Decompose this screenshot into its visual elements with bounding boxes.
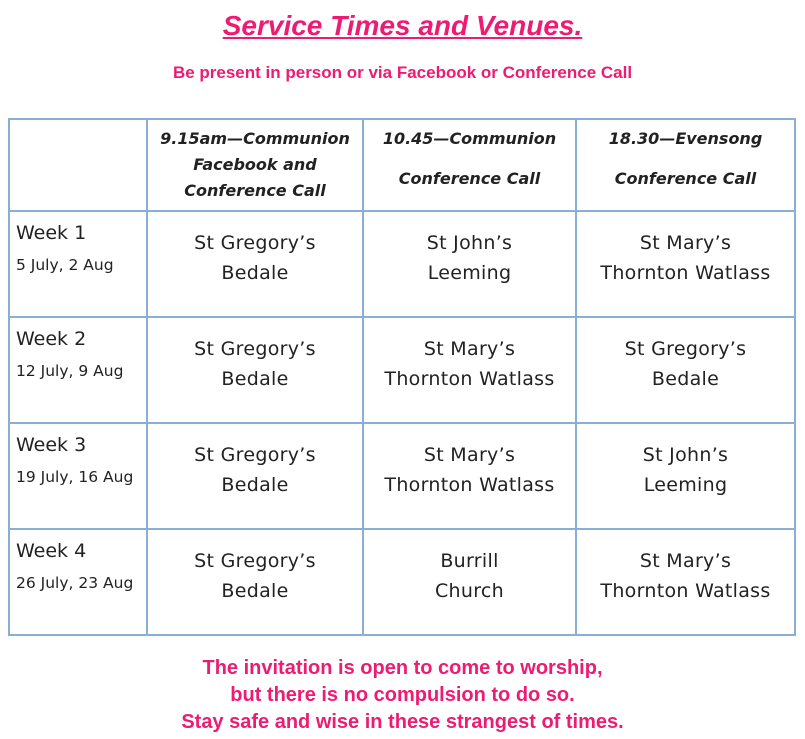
footer-line: but there is no compulsion to do so. xyxy=(230,684,575,706)
venue-cell xyxy=(363,211,576,317)
venue-name: St Mary’s xyxy=(639,232,732,254)
column-header-call: Conference Call xyxy=(398,169,541,188)
venue-name: St Gregory’s xyxy=(194,550,316,572)
page-subtitle: Be present in person or via Facebook or Conference Call xyxy=(172,63,633,82)
column-header-call: Conference Call xyxy=(184,181,326,200)
week-cell xyxy=(9,317,147,423)
venue-name: St John’s xyxy=(426,232,513,254)
venue-name: St Gregory’s xyxy=(624,338,747,360)
week-label: Week 4 xyxy=(16,540,87,562)
header-row xyxy=(9,119,795,211)
venue-cell xyxy=(363,317,576,423)
venue-name: St Gregory’s xyxy=(194,338,316,360)
page-title: Service Times and Venues. xyxy=(222,10,583,41)
venue-place: Thornton Watlass xyxy=(600,262,771,284)
venue-place: Thornton Watlass xyxy=(600,580,771,602)
venue-place: Bedale xyxy=(221,368,289,390)
week-dates: 19 July, 16 Aug xyxy=(16,468,134,486)
week-dates: 26 July, 23 Aug xyxy=(16,574,134,592)
table-row xyxy=(9,317,795,423)
column-header-time: 9.15am—Communion xyxy=(160,129,350,148)
footer-line: The invitation is open to come to worship, xyxy=(202,657,603,679)
venue-place: Thornton Watlass xyxy=(384,368,555,390)
column-header-0915 xyxy=(147,119,363,211)
venue-cell xyxy=(147,529,363,635)
week-label: Week 2 xyxy=(16,328,87,350)
column-header-call: Conference Call xyxy=(614,169,757,188)
column-header-1045 xyxy=(363,119,576,211)
footer-message xyxy=(0,655,805,736)
venue-name: St Gregory’s xyxy=(194,232,316,254)
venue-name: St Mary’s xyxy=(423,444,516,466)
table-row xyxy=(9,211,795,317)
venue-name: St Mary’s xyxy=(639,550,732,572)
venue-place: Bedale xyxy=(651,368,720,390)
venue-cell xyxy=(576,211,795,317)
venue-cell xyxy=(576,529,795,635)
week-label: Week 1 xyxy=(16,222,87,244)
table-row xyxy=(9,423,795,529)
week-dates: 5 July, 2 Aug xyxy=(16,256,114,274)
venue-place: Leeming xyxy=(427,262,512,284)
week-dates: 12 July, 9 Aug xyxy=(16,362,124,380)
week-label: Week 3 xyxy=(16,434,87,456)
column-header-time: 18.30—Evensong xyxy=(608,129,763,148)
week-cell xyxy=(9,529,147,635)
week-cell xyxy=(9,211,147,317)
venue-name: St John’s xyxy=(642,444,729,466)
venue-cell xyxy=(147,423,363,529)
venue-cell xyxy=(147,317,363,423)
venue-cell xyxy=(576,423,795,529)
venue-cell xyxy=(363,423,576,529)
column-header-time: 10.45—Communion xyxy=(382,129,557,148)
venue-name: St Mary’s xyxy=(423,338,516,360)
venue-name: Burrill xyxy=(440,550,499,572)
venue-place: Thornton Watlass xyxy=(384,474,555,496)
venue-place: Bedale xyxy=(221,580,289,602)
corner-cell xyxy=(9,119,147,211)
venue-place: Church xyxy=(434,580,505,602)
column-header-1830 xyxy=(576,119,795,211)
week-cell xyxy=(9,423,147,529)
venue-name: St Gregory’s xyxy=(194,444,316,466)
venue-cell xyxy=(576,317,795,423)
table-row xyxy=(9,529,795,635)
venue-cell xyxy=(363,529,576,635)
venue-place: Leeming xyxy=(643,474,728,496)
column-header-platform: Facebook and xyxy=(193,155,317,174)
venue-place: Bedale xyxy=(221,474,289,496)
footer-line: Stay safe and wise in these strangest of times. xyxy=(181,711,624,733)
schedule-table xyxy=(8,118,796,636)
venue-place: Bedale xyxy=(221,262,289,284)
venue-cell xyxy=(147,211,363,317)
